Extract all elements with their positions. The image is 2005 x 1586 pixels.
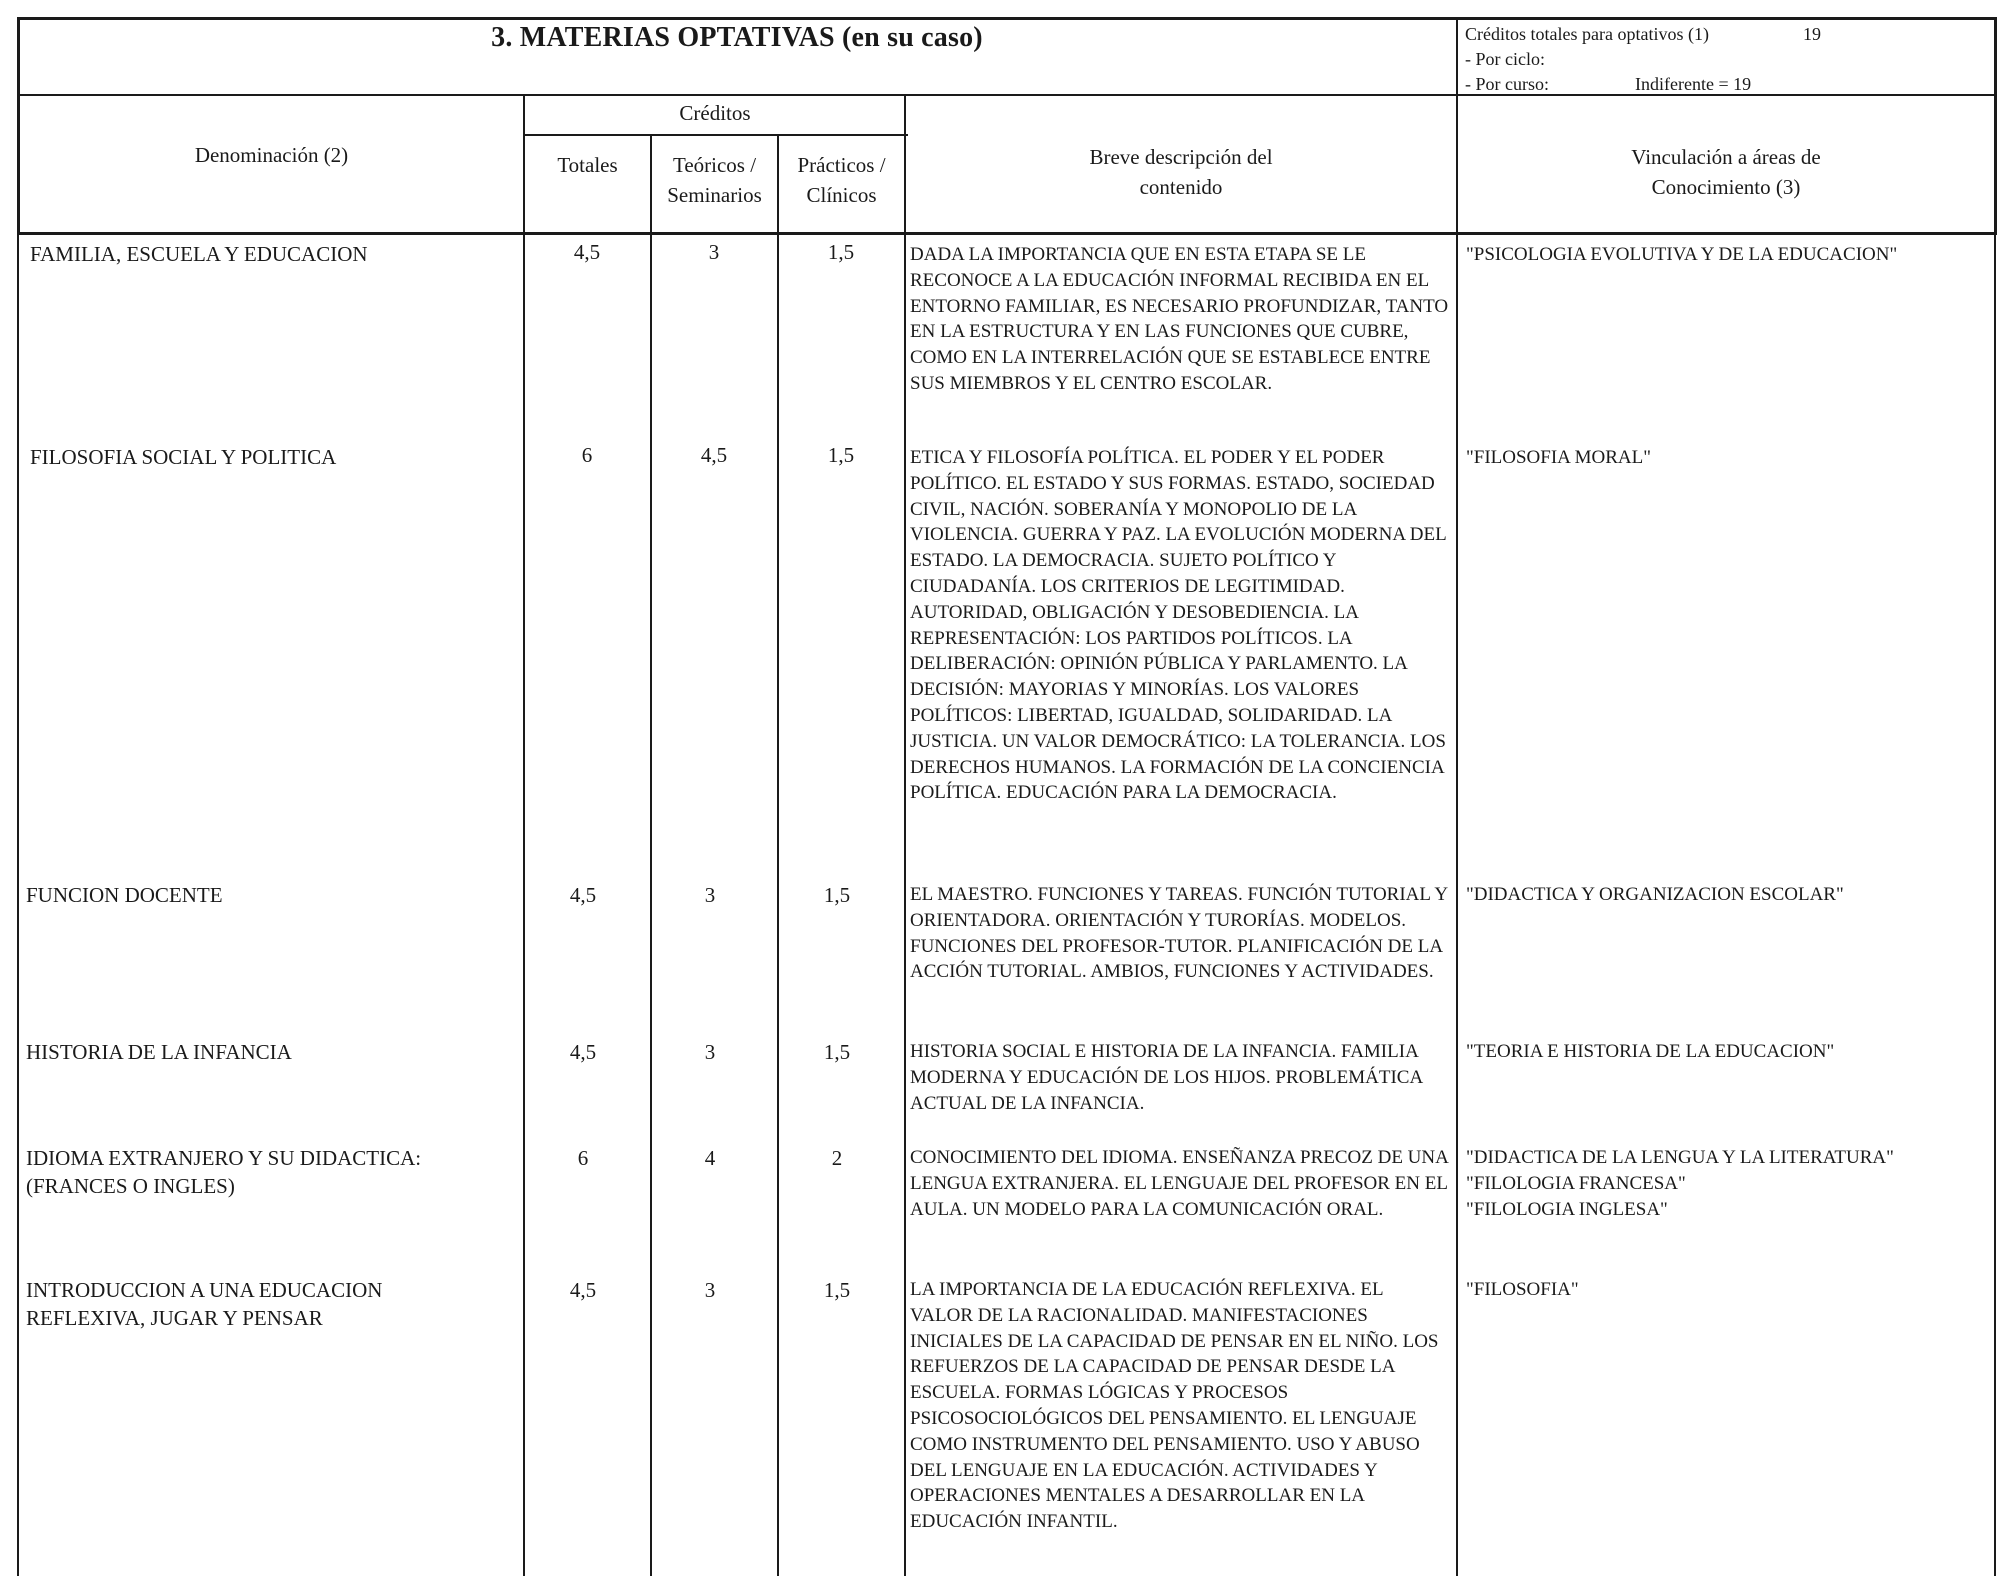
row-practicos: 1,5 <box>827 240 855 264</box>
col-line-4 <box>904 96 906 1576</box>
row-vinculacion: "TEORIA E HISTORIA DE LA EDUCACION" <box>1466 1041 1835 1062</box>
row-descripcion: DADA LA IMPORTANCIA QUE EN ESTA ETAPA SE LE RECONOCE A LA EDUCACIÓN INFORMAL RECIBIDA EN EL ENTORNO FAMILIAR, ES NECESARIO PROFUNDIZAR, TANTO EN LA ESTRUCTURA Y EN LAS FUNCIONES QUE CUBRE, COMO EN LA INTERRELACIÓN QUE SE ESTABLECE ENTRE SUS MIEMBROS Y EL CENTRO ESCOLAR. <box>910 244 1449 394</box>
col-header-vinculacion: Vinculación a áreas de Conocimiento (3) <box>1631 145 1821 199</box>
header-bottom-border <box>17 232 1997 235</box>
row-totales: 4,5 <box>573 240 601 264</box>
row-teoricos: 3 <box>708 240 720 264</box>
row-practicos: 1,5 <box>827 443 855 467</box>
left-border <box>17 17 20 235</box>
row-denominacion: FILOSOFIA SOCIAL Y POLITICA <box>30 445 337 469</box>
credit-summary-box <box>1465 22 1985 97</box>
col-line-5 <box>1456 96 1458 1576</box>
row-descripcion: CONOCIMIENTO DEL IDIOMA. ENSEÑANZA PRECOZ DE UNA LENGUA EXTRANJERA. EL LENGUAJE DEL PROFESOR EN EL AULA. UN MODELO PARA LA COMUNICACIÓN ORAL. <box>910 1147 1448 1220</box>
row-teoricos: 3 <box>704 1278 716 1302</box>
row-descripcion: LA IMPORTANCIA DE LA EDUCACIÓN REFLEXIVA. EL VALOR DE LA RACIONALIDAD. MANIFESTACIONES INICIALES DE LA CAPACIDAD DE PENSAR EN EL NIÑO. LOS REFUERZOS DE LA CAPACIDAD DE PENSAR DESDE LA ESCUELA. FORMAS LÓGICAS Y PROCESOS PSICOSOCIOLÓGICOS DEL PENSAMIENTO. EL LENGUAJE COMO INSTRUMENTO DEL PENSAMIENTO. USO Y ABUSO DEL LENGUAJE EN LA EDUCACIÓN. ACTIVIDADES Y OPERACIONES MENTALES A DESARROLLAR EN LA EDUCACIÓN INFANTIL. <box>910 1279 1439 1533</box>
credit-per-cycle-label: - Por ciclo: <box>1465 49 1545 69</box>
row-totales: 4,5 <box>569 1278 597 1302</box>
row-practicos: 1,5 <box>823 1278 851 1302</box>
col-line-2 <box>650 135 652 1576</box>
credit-total-value: 19 <box>1803 24 1821 44</box>
right-border <box>1994 17 1997 235</box>
top-border <box>17 17 1997 20</box>
col-line-1 <box>523 96 525 1576</box>
col-header-creditos: Créditos <box>679 101 751 125</box>
row-denominacion: IDIOMA EXTRANJERO Y SU DIDACTICA: (FRANCES O INGLES) <box>26 1146 422 1198</box>
row-totales: 4,5 <box>569 883 597 907</box>
col-header-totales: Totales <box>557 153 618 177</box>
creditbox-left-border <box>1456 17 1458 96</box>
credit-per-course-value: Indiferente = 19 <box>1635 74 1752 94</box>
row-totales: 4,5 <box>569 1040 597 1064</box>
body-right-border <box>1994 235 1996 1576</box>
row-denominacion: FAMILIA, ESCUELA Y EDUCACION <box>30 242 368 266</box>
row-practicos: 1,5 <box>823 1040 851 1064</box>
row-vinculacion: "FILOSOFIA MORAL" <box>1466 447 1651 468</box>
row-teoricos: 4 <box>704 1146 716 1170</box>
body-left-border <box>17 235 19 1576</box>
col-header-teoricos: Teóricos / Seminarios <box>667 153 762 207</box>
col-line-3 <box>777 135 779 1576</box>
row-descripcion: ETICA Y FILOSOFÍA POLÍTICA. EL PODER Y EL PODER POLÍTICO. EL ESTADO Y SUS FORMAS. ESTADO, SOCIEDAD CIVIL, NACIÓN. SOBERANÍA Y MONOPOLIO DE LA VIOLENCIA. GUERRA Y PAZ. LA EVOLUCIÓN MODERNA DEL ESTADO. LA DEMOCRACIA. SUJETO POLÍTICO Y CIUDADANÍA. LOS CRITERIOS DE LEGITIMIDAD. AUTORIDAD, OBLIGACIÓN Y DESOBEDIENCIA. LA REPRESENTACIÓN: LOS PARTIDOS POLÍTICOS. LA DELIBERACIÓN: OPINIÓN PÚBLICA Y PARLAMENTO. LA DECISIÓN: MAYORIAS Y MINORÍAS. LOS VALORES POLÍTICOS: LIBERTAD, IGUALDAD, SOLIDARIDAD. LA JUSTICIA. UN VALOR DEMOCRÁTICO: LA TOLERANCIA. LOS DERECHOS HUMANOS. LA FORMACIÓN DE LA CONCIENCIA POLÍTICA. EDUCACIÓN PARA LA DEMOCRACIA. <box>910 447 1447 804</box>
row-denominacion: HISTORIA DE LA INFANCIA <box>26 1040 292 1064</box>
row-totales: 6 <box>577 1146 589 1170</box>
row-teoricos: 3 <box>704 1040 716 1064</box>
creditos-divider <box>524 134 908 136</box>
col-header-denominacion: Denominación (2) <box>194 143 349 167</box>
row-practicos: 1,5 <box>823 883 851 907</box>
row-descripcion: HISTORIA SOCIAL E HISTORIA DE LA INFANCIA. FAMILIA MODERNA Y EDUCACIÓN DE LOS HIJOS. PROBLEMÁTICA ACTUAL DE LA INFANCIA. <box>910 1041 1423 1114</box>
row-denominacion: INTRODUCCION A UNA EDUCACION REFLEXIVA, JUGAR Y PENSAR <box>26 1278 383 1330</box>
row-vinculacion: "PSICOLOGIA EVOLUTIVA Y DE LA EDUCACION" <box>1466 244 1898 265</box>
page-title: 3. MATERIAS OPTATIVAS (en su caso) <box>491 22 983 53</box>
col-header-practicos: Prácticos / Clínicos <box>797 153 886 207</box>
credit-total-label: Créditos totales para optativos (1) <box>1465 24 1709 44</box>
row-denominacion: FUNCION DOCENTE <box>26 883 223 907</box>
row-descripcion: EL MAESTRO. FUNCIONES Y TAREAS. FUNCIÓN TUTORIAL Y ORIENTADORA. ORIENTACIÓN Y TURORÍAS. MODELOS. FUNCIONES DEL PROFESOR-TUTOR. PLANIFICACIÓN DE LA ACCIÓN TUTORIAL. AMBIOS, FUNCIONES Y ACTIVIDADES. <box>910 884 1448 983</box>
row-practicos: 2 <box>831 1146 843 1170</box>
row-vinculacion: "FILOSOFIA" <box>1466 1279 1579 1300</box>
row-vinculacion: "DIDACTICA DE LA LENGUA Y LA LITERATURA" "FILOLOGIA FRANCESA" "FILOLOGIA INGLESA" <box>1466 1147 1894 1220</box>
row-totales: 6 <box>581 443 593 467</box>
col-header-descripcion: Breve descripción del contenido <box>1089 145 1273 199</box>
row-teoricos: 3 <box>704 883 716 907</box>
row-teoricos: 4,5 <box>700 443 728 467</box>
row-vinculacion: "DIDACTICA Y ORGANIZACION ESCOLAR" <box>1466 884 1844 905</box>
credit-per-course-label: - Por curso: <box>1465 74 1549 94</box>
